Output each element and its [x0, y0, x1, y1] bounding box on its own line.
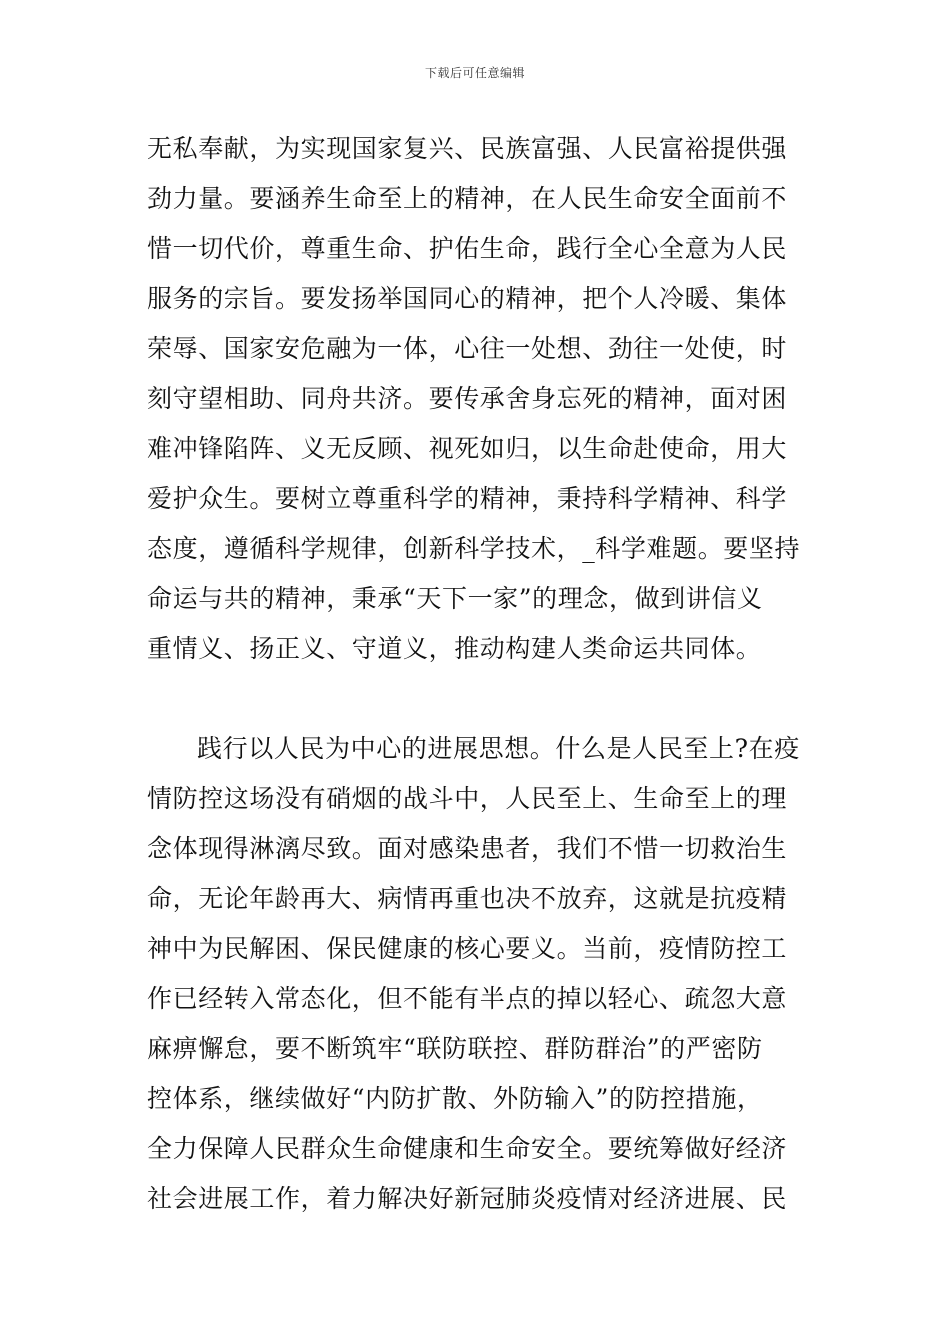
paragraph-2-line-7: 麻痹懈怠，要不断筑牢“联防联控、群防群治”的严密防	[147, 1034, 763, 1063]
paragraph-2-line-4: 命，无论年龄再大、病情再重也决不放弃，这就是抗疫精	[147, 884, 788, 913]
paragraph-1-line-7: 难冲锋陷阵、义无反顾、视死如归，以生命赴使命，用大	[147, 434, 788, 463]
paragraph-2-line-10: 社会进展工作，着力解决好新冠肺炎疫情对经济进展、民	[147, 1184, 788, 1213]
paragraph-2-line-9: 全力保障人民群众生命健康和生命安全。要统筹做好经济	[147, 1134, 788, 1163]
paragraph-1-line-1: 无私奉献，为实现国家复兴、民族富强、人民富裕提供强	[147, 134, 788, 163]
paragraph-1-line-9: 态度，遵循科学规律，创新科学技术，_科学难题。要坚持	[147, 534, 801, 563]
paragraph-1-line-5: 荣辱、国家安危融为一体，心往一处想、劲往一处使，时	[147, 334, 788, 363]
paragraph-1-line-8: 爱护众生。要树立尊重科学的精神，秉持科学精神、科学	[147, 484, 788, 513]
paragraph-2-line-2: 情防控这场没有硝烟的战斗中，人民至上、生命至上的理	[147, 784, 788, 813]
paragraph-2-line-1: 践行以人民为中心的进展思想。什么是人民至上?在疫	[197, 734, 800, 763]
paragraph-2-line-5: 神中为民解困、保民健康的核心要义。当前，疫情防控工	[147, 934, 788, 963]
paragraph-2-line-8: 控体系，继续做好“内防扩散、外防输入”的防控措施，	[147, 1084, 763, 1113]
paragraph-1-line-3: 惜一切代价，尊重生命、护佑生命，践行全心全意为人民	[147, 234, 788, 263]
paragraph-1-line-6: 刻守望相助、同舟共济。要传承舍身忘死的精神，面对困	[147, 384, 788, 413]
page-header: 下载后可任意编辑	[424, 66, 525, 80]
paragraph-1-line-4: 服务的宗旨。要发扬举国同心的精神，把个人冷暖、集体	[147, 284, 788, 313]
paragraph-2-line-3: 念体现得淋漓尽致。面对感染患者，我们不惜一切救治生	[147, 834, 788, 863]
paragraph-1-line-10: 命运与共的精神，秉承“天下一家”的理念，做到讲信义	[147, 584, 763, 613]
paragraph-2-line-6: 作已经转入常态化，但不能有半点的掉以轻心、疏忽大意	[147, 984, 788, 1013]
paragraph-1-line-11: 重情义、扬正义、守道义，推动构建人类命运共同体。	[147, 634, 762, 663]
paragraph-1-line-2: 劲力量。要涵养生命至上的精神，在人民生命安全面前不	[147, 184, 788, 213]
